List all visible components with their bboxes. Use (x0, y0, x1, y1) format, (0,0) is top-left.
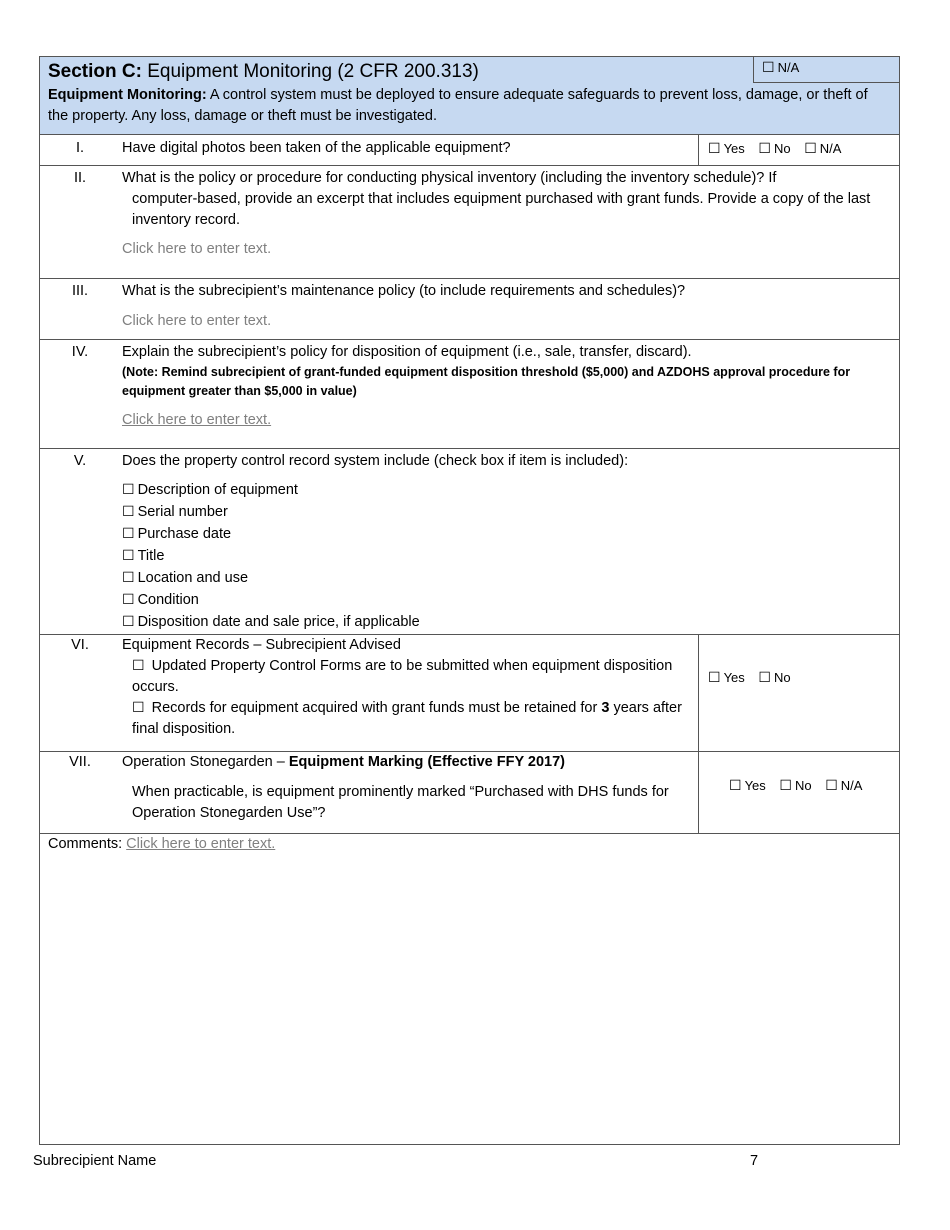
section-title-text: Equipment Monitoring (2 CFR 200.313) (147, 61, 479, 82)
question-text (122, 635, 682, 740)
row-number: III. (71, 283, 89, 299)
question-note: (Note: Remind subrecipient of grant-funded equipment disposition threshold ($5,000) and AZDOHS approval procedure for equipment greater than $5,000 in value) (122, 365, 851, 398)
question-bold: Equipment Marking (Effective FFY 2017) (288, 754, 565, 770)
equipment-monitoring-table (39, 56, 900, 1145)
row-number: I. (75, 140, 85, 156)
advised-item-text: Records for equipment acquired with grant funds must be retained for (151, 700, 598, 716)
checklist-item-disposition[interactable] (122, 611, 420, 633)
row-number: IV. (71, 344, 89, 360)
section-title (48, 60, 479, 84)
question-row-7 (40, 752, 899, 834)
checklist-item-label: Purchase date (137, 526, 232, 542)
yes-label: Yes (744, 778, 766, 793)
checkbox-icon[interactable]: ☐ (122, 570, 135, 586)
text-entry-field[interactable]: Click here to enter text. (122, 313, 272, 329)
question-row-4 (40, 340, 899, 449)
question-line-1: What is the policy or procedure for conducting physical inventory (including the inventory schedule)? If (122, 170, 777, 186)
section-label: Section C: (48, 61, 142, 82)
yes-label: Yes (723, 670, 745, 685)
description-text: A control system must be deployed to ensure adequate safeguards to prevent loss, damage, or theft of the property. Any loss, damage or theft must be investigated. (48, 87, 868, 124)
no-option[interactable] (779, 778, 811, 793)
checkbox-icon[interactable]: ☐ (122, 504, 135, 520)
question-prefix: Operation Stonegarden – (122, 754, 285, 770)
question-text: What is the subrecipient’s maintenance policy (to include requirements and schedules)? (122, 283, 686, 299)
na-label: N/A (840, 778, 863, 793)
na-option[interactable] (825, 778, 862, 793)
checkbox-icon[interactable]: ☐ (825, 778, 838, 794)
checklist-item-serial[interactable] (122, 501, 420, 523)
question-text (122, 168, 892, 231)
yes-option[interactable] (729, 778, 766, 793)
advised-item-text: Updated Property Control Forms are to be submitted when equipment disposition occurs. (132, 658, 673, 695)
answer-options (698, 752, 899, 833)
no-option[interactable] (758, 670, 790, 685)
advised-item-years: 3 (601, 700, 610, 716)
checkbox-icon[interactable]: ☐ (132, 658, 145, 674)
comments-label: Comments: (48, 836, 123, 852)
checklist-item-description[interactable] (122, 479, 420, 501)
page-number: 7 (750, 1153, 759, 1169)
footer-subrecipient-name: Subrecipient Name (33, 1153, 157, 1169)
checklist-item-label: Serial number (137, 504, 228, 520)
section-description (48, 85, 888, 127)
section-header (40, 57, 899, 135)
no-option[interactable] (758, 141, 790, 156)
comments-entry-field[interactable]: Click here to enter text. (126, 836, 276, 852)
question-row-6 (40, 635, 899, 752)
checkbox-icon[interactable]: ☐ (122, 614, 135, 630)
question-line: Explain the subrecipient’s policy for disposition of equipment (i.e., sale, transfer, discard). (122, 344, 692, 360)
row-number: V. (73, 453, 87, 469)
checklist-item-purchase-date[interactable] (122, 523, 420, 545)
checklist-item-label: Location and use (137, 570, 249, 586)
na-option[interactable] (804, 141, 841, 156)
comments-area (48, 834, 275, 855)
yes-option[interactable] (708, 670, 745, 685)
question-row-2 (40, 166, 899, 279)
question-detail: When practicable, is equipment prominently marked “Purchased with DHS funds for Operation Stonegarden Use”? (132, 784, 669, 821)
checkbox-icon[interactable]: ☐ (729, 778, 742, 794)
checkbox-icon[interactable]: ☐ (762, 60, 775, 76)
advised-item-2[interactable] (122, 698, 682, 740)
advised-item-text-end: years after final disposition. (132, 700, 682, 737)
checklist (122, 479, 420, 633)
question-row-1 (40, 135, 899, 166)
checkbox-icon[interactable]: ☐ (122, 592, 135, 608)
advised-item-1[interactable] (122, 656, 682, 698)
checkbox-icon[interactable]: ☐ (122, 548, 135, 564)
no-label: No (773, 141, 791, 156)
checkbox-icon[interactable]: ☐ (132, 700, 145, 716)
section-na-option[interactable] (753, 57, 899, 83)
question-row-5 (40, 449, 899, 635)
checkbox-icon[interactable]: ☐ (708, 141, 721, 157)
checklist-item-label: Condition (137, 592, 199, 608)
yes-label: Yes (723, 141, 745, 156)
checkbox-icon[interactable]: ☐ (758, 670, 771, 686)
checklist-item-label: Disposition date and sale price, if applicable (137, 614, 420, 630)
question-row-3 (40, 279, 899, 340)
row-number: VI. (71, 637, 89, 653)
checkbox-icon[interactable]: ☐ (804, 141, 817, 157)
checklist-item-condition[interactable] (122, 589, 420, 611)
checkbox-icon[interactable]: ☐ (122, 526, 135, 542)
checklist-item-title[interactable] (122, 545, 420, 567)
checkbox-icon[interactable]: ☐ (708, 670, 721, 686)
question-continuation: computer-based, provide an excerpt that includes equipment purchased with grant funds. Provide a copy of the last inventory record. (132, 191, 871, 228)
question-text (122, 752, 682, 824)
question-text (122, 342, 896, 401)
answer-options (698, 135, 899, 165)
answer-options (698, 635, 899, 751)
text-entry-field[interactable]: Click here to enter text. (122, 412, 272, 428)
na-label: N/A (819, 141, 842, 156)
checkbox-icon[interactable]: ☐ (779, 778, 792, 794)
na-label: N/A (777, 60, 800, 75)
question-text: Does the property control record system include (check box if item is included): (122, 453, 629, 469)
text-entry-field[interactable]: Click here to enter text. (122, 241, 272, 257)
checkbox-icon[interactable]: ☐ (122, 482, 135, 498)
checklist-item-label: Description of equipment (137, 482, 298, 498)
question-text: Have digital photos been taken of the applicable equipment? (122, 140, 511, 156)
row-number: II. (73, 170, 87, 186)
no-label: No (773, 670, 791, 685)
no-label: No (794, 778, 812, 793)
question-line (122, 752, 682, 773)
yes-option[interactable] (708, 141, 745, 156)
checklist-item-location[interactable] (122, 567, 420, 589)
description-bold: Equipment Monitoring: (48, 87, 207, 103)
row-number: VII. (69, 754, 91, 770)
checklist-item-label: Title (137, 548, 165, 564)
checkbox-icon[interactable]: ☐ (758, 141, 771, 157)
question-line: Equipment Records – Subrecipient Advised (122, 637, 401, 653)
